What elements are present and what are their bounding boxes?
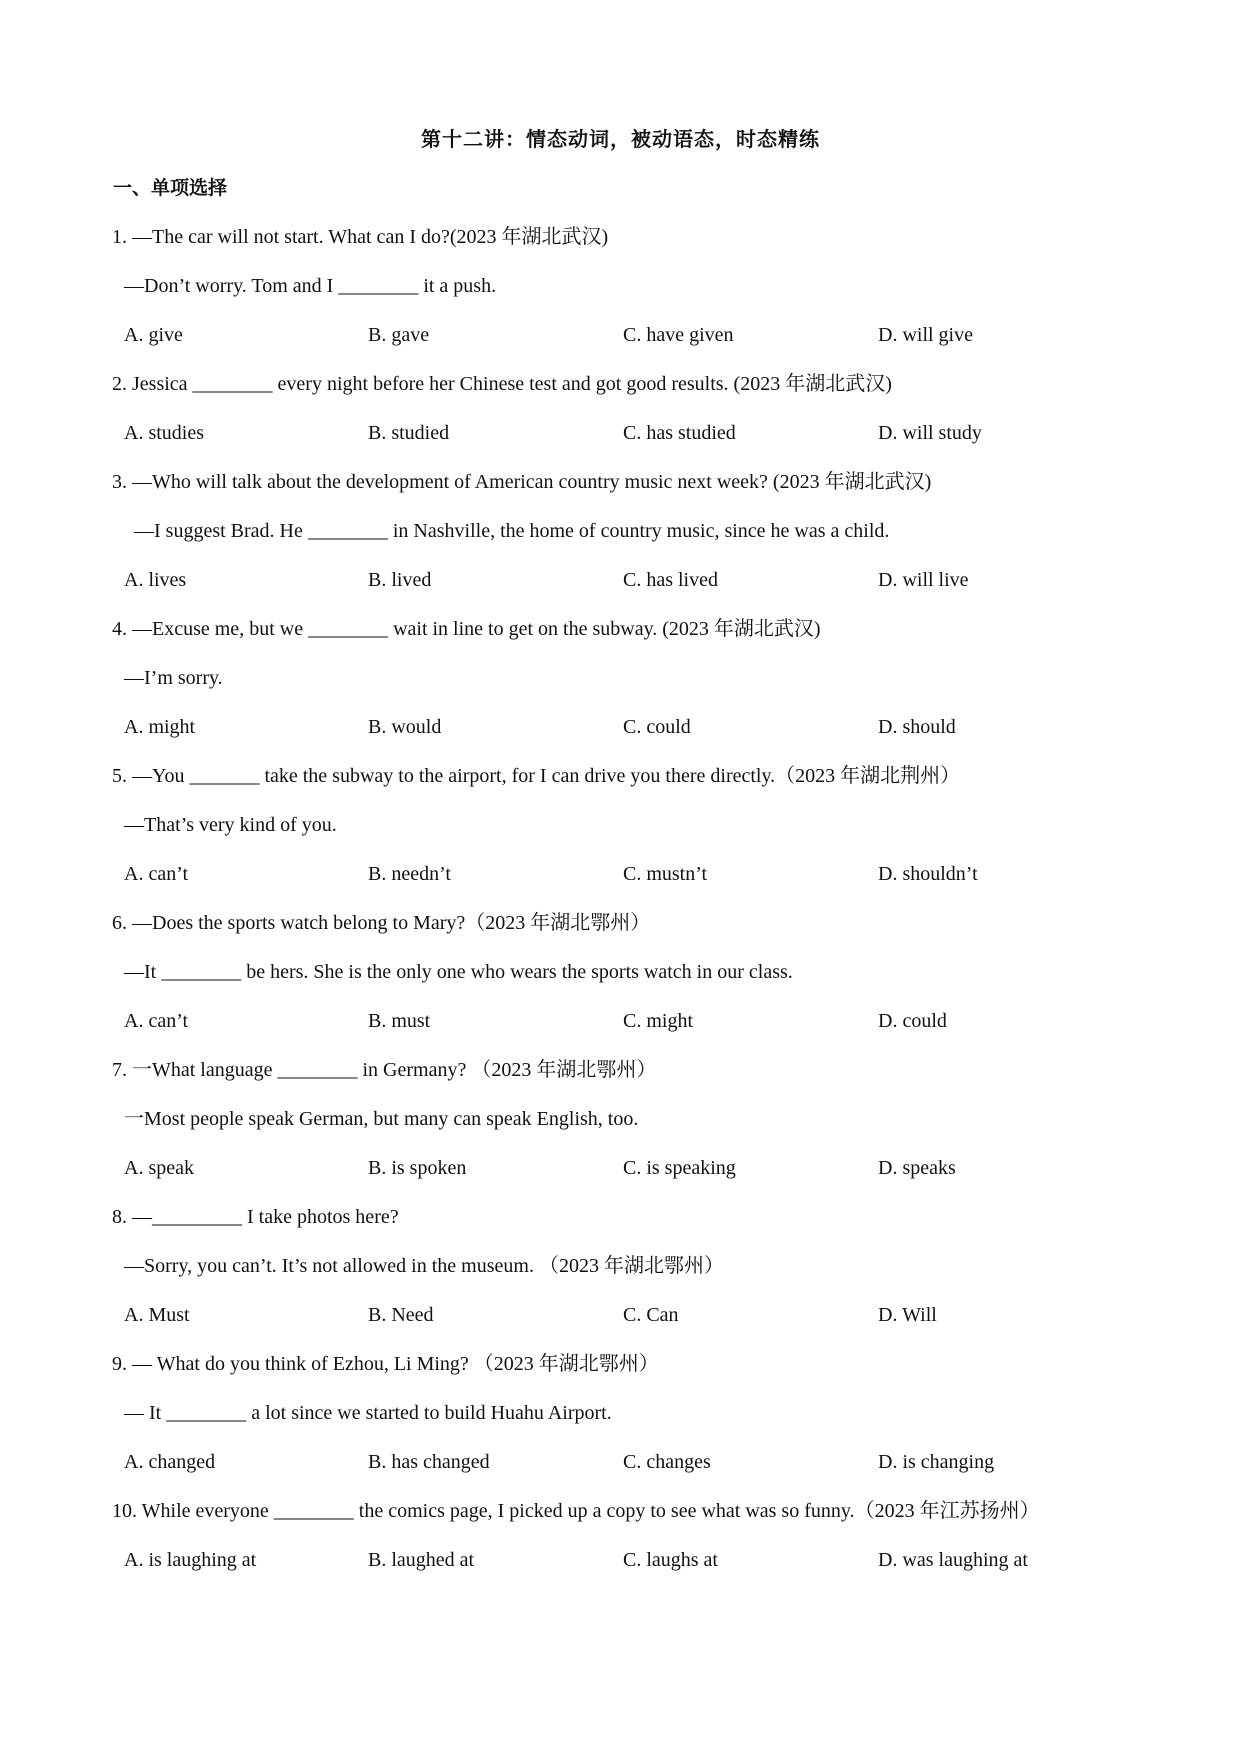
option-a[interactable]: A. can’t bbox=[124, 1010, 189, 1032]
question-stem: 2. Jessica ________ every night before her Chinese test and got good results. (2023 年湖北武汉) bbox=[112, 373, 892, 395]
dialogue-line-row bbox=[0, 957, 1241, 1006]
option-a[interactable]: A. changed bbox=[124, 1451, 216, 1473]
option-b[interactable]: B. needn’t bbox=[368, 863, 451, 885]
question-stem-row bbox=[0, 908, 1241, 957]
option-a[interactable]: A. give bbox=[124, 324, 183, 346]
option-a[interactable]: A. Must bbox=[124, 1304, 190, 1326]
option-c[interactable]: C. mustn’t bbox=[623, 863, 708, 885]
option-d[interactable]: D. Will bbox=[878, 1304, 937, 1326]
option-d[interactable]: D. will study bbox=[878, 422, 982, 444]
question-stem-row bbox=[0, 761, 1241, 810]
answer-options bbox=[0, 565, 1241, 614]
answer-options bbox=[0, 320, 1241, 369]
question-stem-row bbox=[0, 222, 1241, 271]
question-stem-row bbox=[0, 614, 1241, 663]
option-d[interactable]: D. speaks bbox=[878, 1157, 956, 1179]
option-a[interactable]: A. can’t bbox=[124, 863, 189, 885]
question-item bbox=[0, 761, 1241, 908]
option-b[interactable]: B. must bbox=[368, 1010, 431, 1032]
question-item bbox=[0, 1496, 1241, 1594]
option-c[interactable]: C. changes bbox=[623, 1451, 711, 1473]
option-c[interactable]: C. has lived bbox=[623, 569, 718, 591]
question-stem: 6. —Does the sports watch belong to Mary?（2023 年湖北鄂州） bbox=[112, 912, 651, 934]
answer-options bbox=[0, 1300, 1241, 1349]
option-a[interactable]: A. speak bbox=[124, 1157, 194, 1179]
dialogue-line: —Don’t worry. Tom and I ________ it a push. bbox=[124, 275, 497, 297]
question-item bbox=[0, 908, 1241, 1055]
question-item bbox=[0, 1202, 1241, 1349]
option-c[interactable]: C. Can bbox=[623, 1304, 679, 1326]
answer-options bbox=[0, 1006, 1241, 1055]
page-title: 第十二讲：情态动词，被动语态，时态精练 bbox=[421, 127, 820, 151]
dialogue-line: 一Most people speak German, but many can speak English, too. bbox=[124, 1108, 639, 1130]
dialogue-line-row bbox=[0, 516, 1241, 565]
dialogue-line-row bbox=[0, 1398, 1241, 1447]
option-a[interactable]: A. is laughing at bbox=[124, 1549, 257, 1571]
question-stem: 4. —Excuse me, but we ________ wait in line to get on the subway. (2023 年湖北武汉) bbox=[112, 618, 821, 640]
question-stem-row bbox=[0, 1349, 1241, 1398]
question-stem-row bbox=[0, 369, 1241, 418]
question-stem-row bbox=[0, 1496, 1241, 1545]
answer-options bbox=[0, 859, 1241, 908]
dialogue-line: —I’m sorry. bbox=[124, 667, 223, 689]
question-item bbox=[0, 1349, 1241, 1496]
dialogue-line: —Sorry, you can’t. It’s not allowed in the museum. （2023 年湖北鄂州） bbox=[124, 1255, 724, 1277]
answer-options bbox=[0, 1447, 1241, 1496]
option-c[interactable]: C. might bbox=[623, 1010, 694, 1032]
question-stem-row bbox=[0, 467, 1241, 516]
question-stem: 5. —You _______ take the subway to the airport, for I can drive you there directly.（2023 年湖北荆州） bbox=[112, 765, 961, 787]
option-c[interactable]: C. is speaking bbox=[623, 1157, 736, 1179]
option-b[interactable]: B. studied bbox=[368, 422, 450, 444]
option-d[interactable]: D. should bbox=[878, 716, 956, 738]
section-heading: 一、单项选择 bbox=[113, 177, 228, 199]
question-stem: 7. 一What language ________ in Germany? （2023 年湖北鄂州） bbox=[112, 1059, 657, 1081]
question-item bbox=[0, 614, 1241, 761]
question-stem: 10. While everyone ________ the comics page, I picked up a copy to see what was so funny.（2023 年江苏扬州） bbox=[112, 1500, 1040, 1522]
option-a[interactable]: A. studies bbox=[124, 422, 204, 444]
answer-options bbox=[0, 1545, 1241, 1594]
answer-options bbox=[0, 712, 1241, 761]
option-d[interactable]: D. could bbox=[878, 1010, 947, 1032]
option-d[interactable]: D. will live bbox=[878, 569, 969, 591]
option-b[interactable]: B. would bbox=[368, 716, 442, 738]
option-b[interactable]: B. gave bbox=[368, 324, 430, 346]
dialogue-line-row bbox=[0, 1104, 1241, 1153]
question-stem: 8. —_________ I take photos here? bbox=[112, 1206, 399, 1228]
dialogue-line: —It ________ be hers. She is the only one who wears the sports watch in our class. bbox=[124, 961, 793, 983]
answer-options bbox=[0, 418, 1241, 467]
answer-options bbox=[0, 1153, 1241, 1202]
dialogue-line: — It ________ a lot since we started to build Huahu Airport. bbox=[124, 1402, 612, 1424]
dialogue-line: —I suggest Brad. He ________ in Nashville, the home of country music, since he was a child. bbox=[134, 520, 890, 542]
dialogue-line-row bbox=[0, 271, 1241, 320]
option-d[interactable]: D. will give bbox=[878, 324, 973, 346]
option-c[interactable]: C. have given bbox=[623, 324, 734, 346]
option-b[interactable]: B. lived bbox=[368, 569, 432, 591]
option-c[interactable]: C. has studied bbox=[623, 422, 736, 444]
question-item bbox=[0, 1055, 1241, 1202]
dialogue-line-row bbox=[0, 1251, 1241, 1300]
option-d[interactable]: D. was laughing at bbox=[878, 1549, 1028, 1571]
question-list bbox=[0, 222, 1241, 1594]
option-b[interactable]: B. is spoken bbox=[368, 1157, 467, 1179]
option-b[interactable]: B. laughed at bbox=[368, 1549, 475, 1571]
option-b[interactable]: B. Need bbox=[368, 1304, 434, 1326]
option-c[interactable]: C. laughs at bbox=[623, 1549, 718, 1571]
question-item bbox=[0, 369, 1241, 467]
question-stem: 1. —The car will not start. What can I do?(2023 年湖北武汉) bbox=[112, 226, 609, 248]
option-c[interactable]: C. could bbox=[623, 716, 691, 738]
question-stem: 3. —Who will talk about the development of American country music next week? (2023 年湖北武汉) bbox=[112, 471, 932, 493]
question-stem: 9. — What do you think of Ezhou, Li Ming? （2023 年湖北鄂州） bbox=[112, 1353, 659, 1375]
option-a[interactable]: A. lives bbox=[124, 569, 187, 591]
dialogue-line-row bbox=[0, 810, 1241, 859]
option-d[interactable]: D. is changing bbox=[878, 1451, 995, 1473]
question-stem-row bbox=[0, 1055, 1241, 1104]
option-d[interactable]: D. shouldn’t bbox=[878, 863, 978, 885]
question-item bbox=[0, 222, 1241, 369]
option-a[interactable]: A. might bbox=[124, 716, 196, 738]
question-item bbox=[0, 467, 1241, 614]
option-b[interactable]: B. has changed bbox=[368, 1451, 490, 1473]
dialogue-line-row bbox=[0, 663, 1241, 712]
dialogue-line: —That’s very kind of you. bbox=[124, 814, 337, 836]
question-stem-row bbox=[0, 1202, 1241, 1251]
